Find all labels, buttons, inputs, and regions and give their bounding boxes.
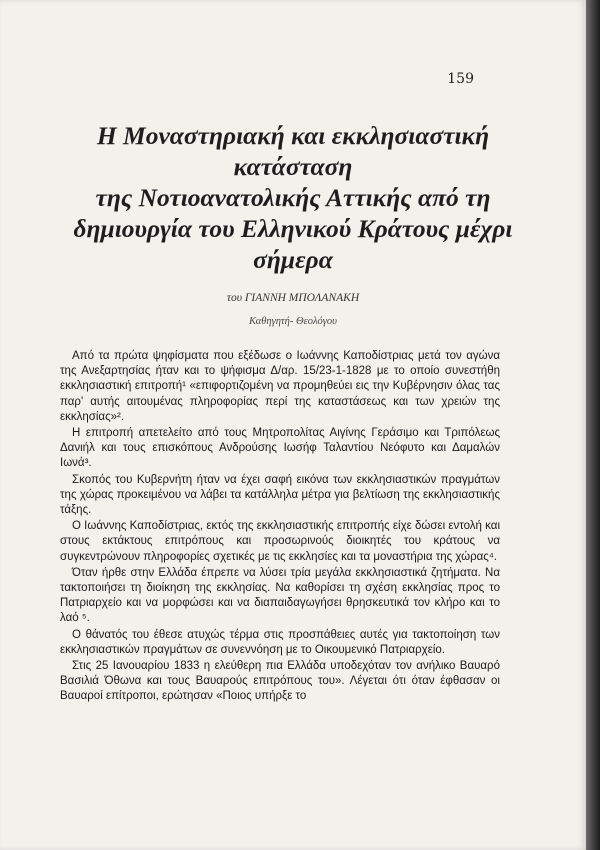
paragraph: Η επιτροπή απετελείτο από τους Μητροπολίτας Αιγίνης Γεράσιμο και Τριπόλεως Δανιήλ και τους επισκόπους Ανδρούσης Ιωσήφ Ταλαντίου Νεόφυτο και Δαμαλών Ιωνά³. [60, 427, 500, 470]
paragraph: Όταν ήρθε στην Ελλάδα έπρεπε να λύσει τρία μεγάλα εκκλησιαστικά ζητήματα. Να τακτοποιήσει τη διοίκηση της εκκλησίας. Να καθορίσει τη σχέση εκκλησίας προς το Πατριαρχείο και να μορφώσει και να διαπαιδαγωγήσει θρησκευτικά τον κλήρο και το λαό ⁵. [60, 566, 500, 625]
title-line: σήμερα [253, 245, 333, 274]
paragraph: Σκοπός του Κυβερνήτη ήταν να έχει σαφή εικόνα των εκκλησιαστικών πραγμάτων της χώρας προκειμένου να λάβει τα κατάλληλα μέτρα για βελτίωση της εκκλησιαστικής τάξης. [60, 473, 500, 517]
title-line: δημιουργία του Ελληνικού Κράτους μέχρι [73, 214, 513, 243]
paragraph: Ο Ιωάννης Καποδίστριας, εκτός της εκκλησιαστικής επιτροπής είχε δώσει εντολή και στους εκτάκτους επιτρόπους και προσωρινούς διοικητές του κράτους να συγκεντρώνουν πληροφορίες σχετικές με τις εκκλησίες και τα μοναστήρια της χώρας⁴. [60, 520, 500, 563]
article-body [60, 349, 500, 705]
author-name: του ΓΙΑΝΝΗ ΜΠΟΛΑΝΑΚΗ [226, 292, 360, 304]
paragraph: Από τα πρώτα ψηφίσματα που εξέδωσε ο Ιωάννης Καποδίστριας μετά τον αγώνα της Ανεξαρτησίας ήταν και το ψήφισμα Δ/αρ. 15/23-1-1828 με το οποίο συνεστήθη εκκλησιαστική επιτροπή¹ «επιφορτιζομένη να προμηθεύει εις την Κυβέρνησιν όλας τας παρ' αυτής αιτουμένας πληροφορίας περί της καταστάσεως και των χρειών της εκκλησίας»². [60, 350, 500, 423]
page-number: 159 [447, 71, 474, 87]
book-spine-edge [586, 0, 600, 850]
title-line: Η Μοναστηριακή και εκκλησιαστική κατάσταση [96, 121, 490, 181]
paragraph: Στις 25 Ιανουαρίου 1833 η ελεύθερη πια Ελλάδα υποδεχόταν τον ανήλικο Βαυαρό Βασιλιά Όθωνα και τους Βαυαρούς επιτρόπους του». Λέγεται ότι όταν έφθασαν οι Βαυαροί επίτροποι, ερώτησαν «Ποιος υπήρξε το [60, 660, 500, 703]
author-role: Καθηγητή- Θεολόγου [249, 316, 337, 327]
paragraph: Ο θάνατός του έθεσε ατυχώς τέρμα στις προσπάθειες αυτές για τακτοποίηση των εκκλησιαστικών πραγμάτων σε συνεννόηση με το Οικουμενικό Πατριαρχείο. [60, 628, 500, 656]
article-title [40, 120, 546, 275]
title-line: της Νοτιοανατολικής Αττικής από τη [95, 183, 491, 212]
